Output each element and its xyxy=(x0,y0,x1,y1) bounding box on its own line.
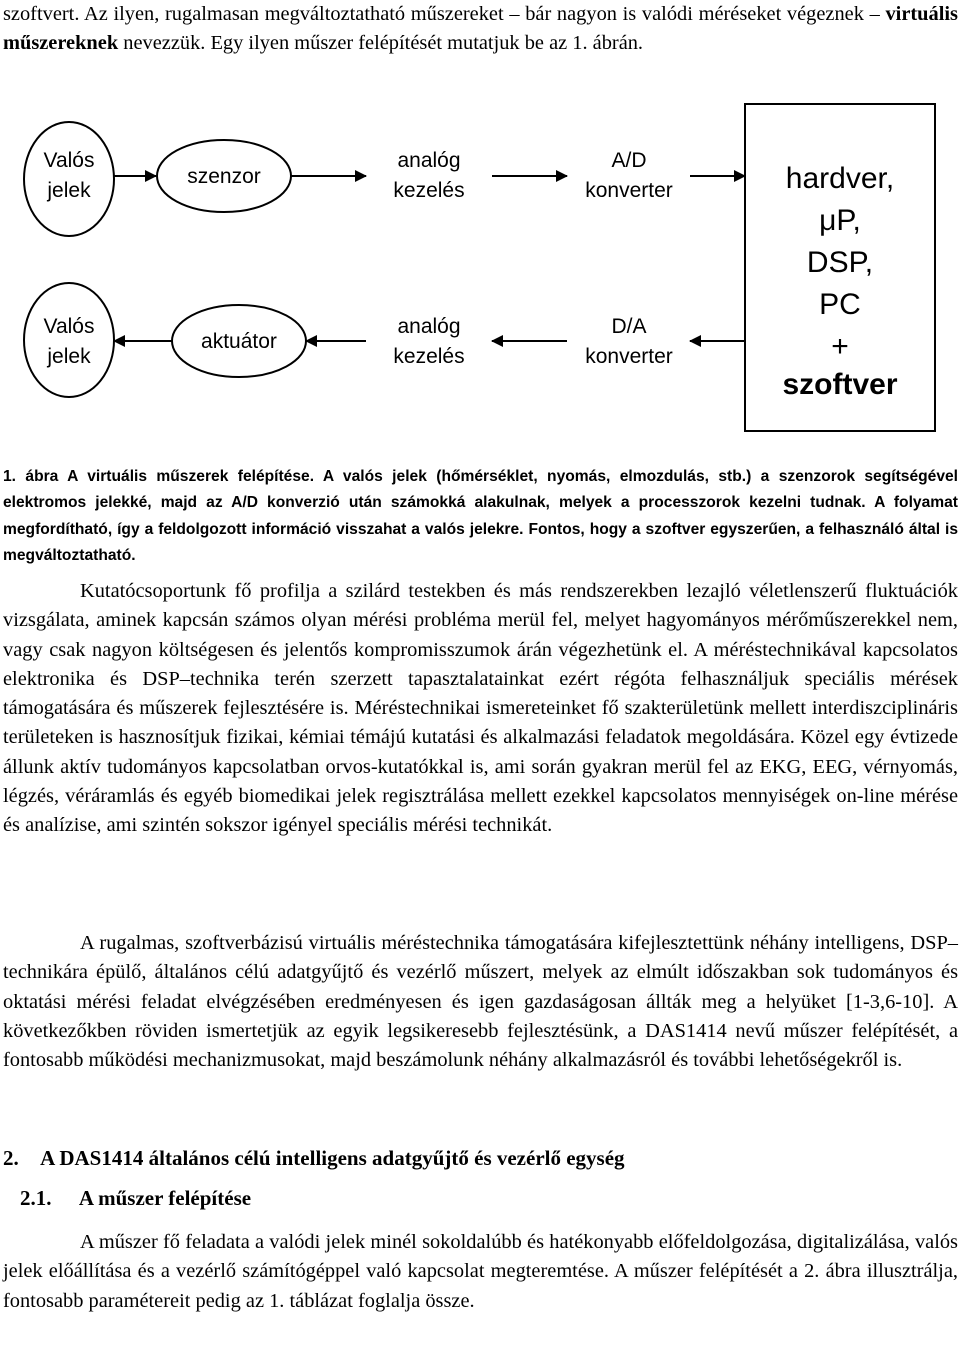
analog-out-label-2: kezelés xyxy=(393,345,465,368)
ad-converter-label-1: A/D xyxy=(611,149,647,172)
virtual-instrument-diagram xyxy=(0,92,960,452)
ad-converter-label-2: konverter xyxy=(585,179,673,202)
intro-bold-term: virtuális műszereknek xyxy=(3,3,958,55)
analog-in-label-1: analóg xyxy=(397,149,461,172)
analog-out-label-1: analóg xyxy=(397,315,461,338)
da-converter-label-2: konverter xyxy=(585,345,673,368)
sensor-label: szenzor xyxy=(187,165,261,188)
output-signal-label-1: Valós xyxy=(43,315,95,338)
output-signal-label-2: jelek xyxy=(47,345,91,368)
processor-label-2: μP, xyxy=(819,204,861,237)
figure-caption: 1. ábra A virtuális műszerek felépítése. A valós jelek (hőmérséklet, nyomás, elmozdulás, stb.) a szenzorok segítségével elektromos jelekké, majd az A/D konverzió után számokká alakulnak, melyek a processzorok kezelni tudnak. A folyamat megfordítható, így a feldolgozott információ visszahat a valós jelekre. Fontos, hogy a szoftver egyszerűen, a felhasználó által is megváltoztatható. xyxy=(3,468,958,564)
body-paragraph-2: A rugalmas, szoftverbázisú virtuális méréstechnika támogatására kifejlesztettünk néhány intelligens, DSP–technikára épülő, általános célú adatgyűjtő és vezérlő műszert, melyek az elmúlt időszakban sok tudományos és oktatási mérési feladat elvégzésében eredményesen és igen gazdaságosan állták meg a helyüket [1-3,6-10]. A következőkben röviden ismertetjük az egyik legsikeresebb fejlesztésünk, a DAS1414 nevű műszer felépítését, a fontosabb működési mechanizmusokat, majd beszámolunk néhány alkalmazásról és további lehetőségekről is. xyxy=(3,932,958,1072)
processor-label-4: PC xyxy=(819,288,861,321)
body-paragraph-1: Kutatócsoportunk fő profilja a szilárd testekben és más rendszerekben lezajló véletlenszerű fluktuációk vizsgálata, aminek kapcsán számos olyan mérési probléma merül fel, melyet hagyományos mérőműszerekkel nem, vagy csak nagyon költségesen és jelentős kompromisszumok árán végezhetünk el. A méréstechnikával kapcsolatos elektronika és DSP–technika terén szerzett tapasztalatainkat ezért régóta felhasználjuk speciális mérések támogatására és műszerek fejlesztésére is. Méréstechnikai ismereteinket fő szakterületünk mellett interdiszciplináris területeken is hasznosítjuk fizikai, kémiai témájú kutatási és alkalmazási feladatok megoldására. Közel egy évtizede állunk aktív tudományos kapcsolatban orvos-kutatókkal is, ami során gyakran merül fel az EKG, EEG, vérnyomás, légzés, véráramlás és egyéb biomedikai jelek regisztrálása mellett ezekkel kapcsolatos mennyiségek on-line mérése és analízise, ami szintén sokszor igényel speciális mérési technikát. xyxy=(3,580,958,837)
input-signal-label-1: Valós xyxy=(43,149,95,172)
intro-paragraph xyxy=(3,0,958,59)
body-paragraph-3: A műszer fő feladata a valódi jelek minél sokoldalúbb és hatékonyabb előfeldolgozása, digitalizálása, valós jelek előállítása és a vezérlő számítógéppel való kapcsolat megteremtése. A műszer felépítését a 2. ábra illusztrálja, fontosabb paramétereit pedig az 1. táblázat foglalja össze. xyxy=(3,1231,958,1312)
subsection-heading xyxy=(20,1186,251,1211)
processor-label-3: DSP, xyxy=(806,246,874,279)
subsection-number: 2.1. xyxy=(20,1186,52,1210)
output-signal-node xyxy=(24,283,114,397)
da-converter-label-1: D/A xyxy=(611,315,647,338)
actuator-label: aktuátor xyxy=(201,330,277,353)
analog-in-label-2: kezelés xyxy=(393,179,465,202)
section-heading xyxy=(3,1146,625,1171)
processor-label-5: + xyxy=(831,330,849,363)
intro-text-1: szoftvert. Az ilyen, rugalmasan megváltoztatható műszereket – bár nagyon is valódi méréseket végeznek – xyxy=(3,3,880,25)
processor-label-1: hardver, xyxy=(785,162,895,195)
section-number: 2. xyxy=(3,1146,19,1170)
section-title: A DAS1414 általános célú intelligens adatgyűjtő és vezérlő egység xyxy=(40,1146,625,1170)
processor-label-6: szoftver xyxy=(782,368,898,401)
intro-text-2: nevezzük. Egy ilyen műszer felépítését mutatjuk be az 1. ábrán. xyxy=(123,32,644,55)
input-signal-label-2: jelek xyxy=(47,179,91,202)
subsection-title: A műszer felépítése xyxy=(78,1186,252,1210)
